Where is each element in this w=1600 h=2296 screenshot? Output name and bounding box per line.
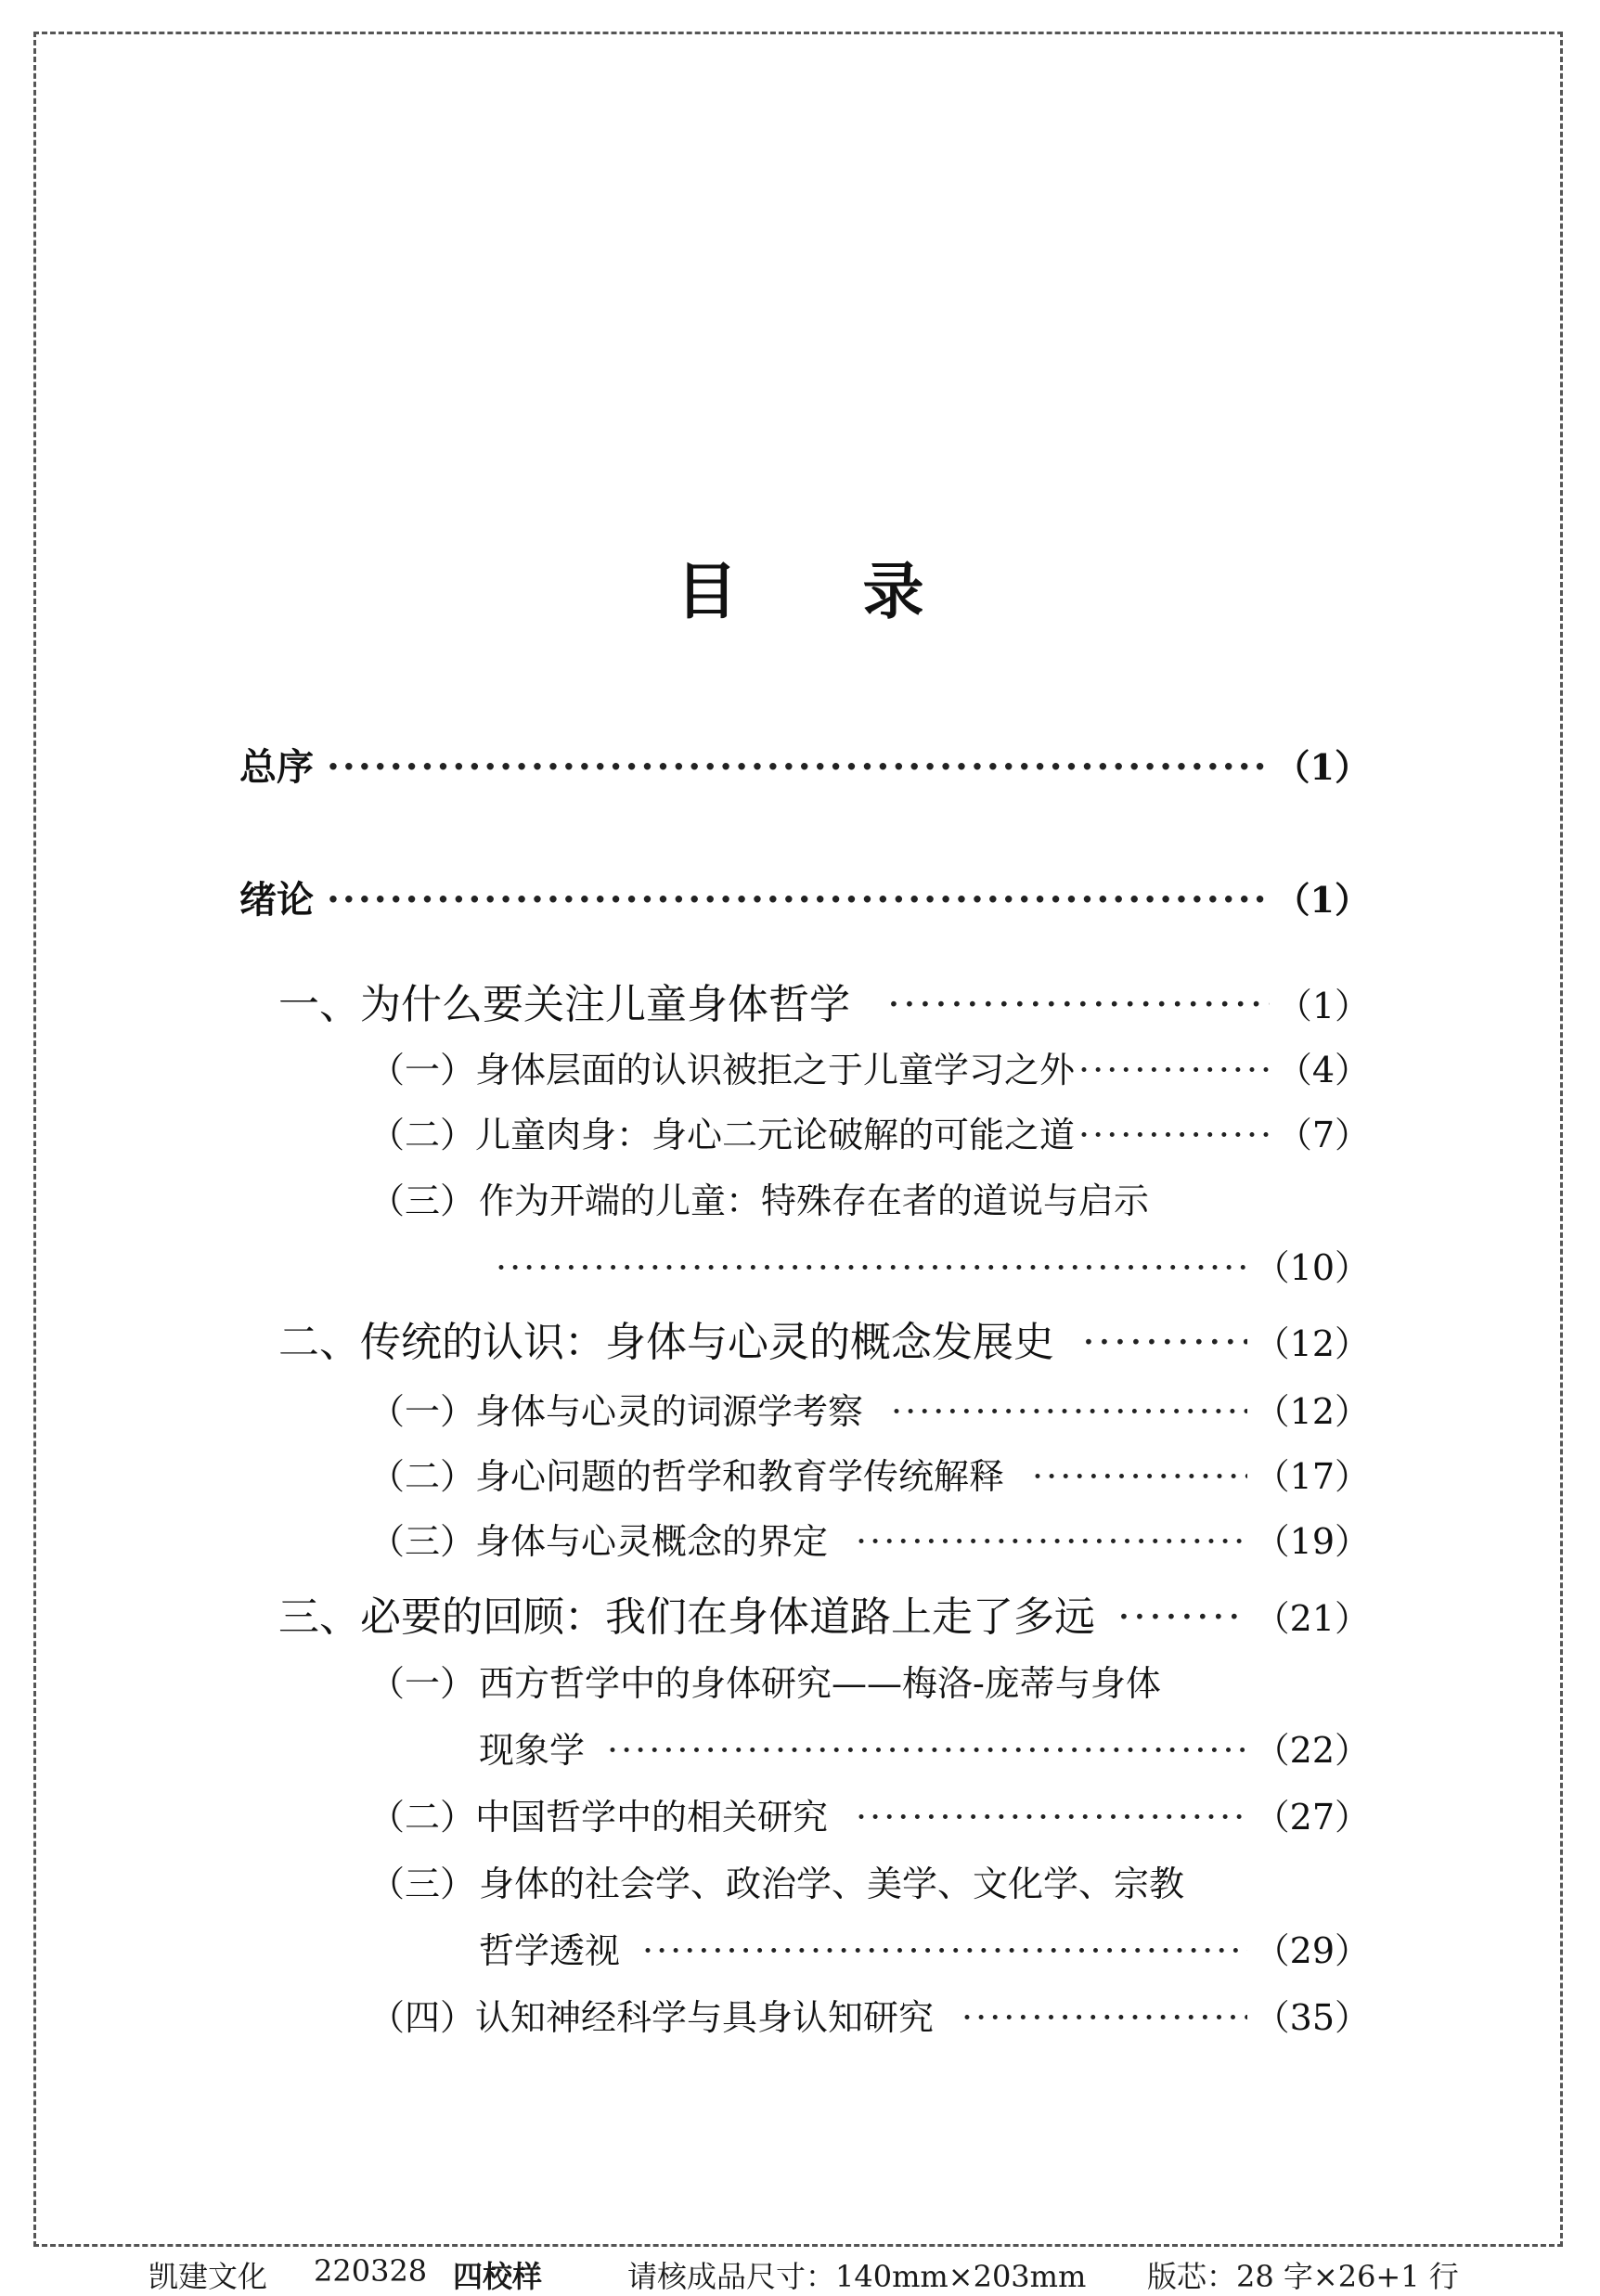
- toc-page-number: （1）: [1276, 986, 1370, 1026]
- toc-entry-number: （四）: [369, 1997, 476, 2038]
- leader-dots: [856, 1797, 1247, 1838]
- leader-dots: [607, 1730, 1247, 1771]
- toc-entry-label: 哲学透视: [479, 1930, 621, 1971]
- toc-entry-label: 身体层面的认识被拒之于儿童学习之外: [475, 1050, 1076, 1090]
- toc-entry-label: 身体的社会学、政治学、美学、文化学、宗教: [479, 1864, 1185, 1904]
- toc-entry-label: 身体与心灵的词源学考察: [475, 1391, 864, 1432]
- slug-layout-note: 版芯：28 字×26+1 行: [1147, 2259, 1459, 2294]
- slug-size-note: 请核成品尺寸：140mm×203mm: [627, 2259, 1087, 2294]
- toc-entry-section-3-1-continued[interactable]: [479, 1722, 1370, 1773]
- leader-dots: [891, 1391, 1247, 1432]
- leader-dots: [887, 981, 1270, 1028]
- toc-entry-label: 作为开端的儿童：特殊存在者的道说与启示: [479, 1180, 1150, 1221]
- toc-entry-label: 绪论: [239, 878, 314, 922]
- toc-entry-label: 儿童肉身：身心二元论破解的可能之道: [475, 1115, 1076, 1155]
- slug-proof-stage: 四校样: [453, 2259, 543, 2294]
- toc-entry-number: （二）: [369, 1797, 476, 1838]
- toc-entry-label: 认知神经科学与具身认知研究: [475, 1997, 935, 2038]
- toc-entry-number: （二）: [369, 1115, 476, 1155]
- toc-entry-number: （一）: [369, 1663, 476, 1704]
- toc-page-number: （22）: [1254, 1730, 1370, 1771]
- toc-entry-section-3-3-continued[interactable]: [479, 1922, 1370, 1973]
- slug-publisher: 凯建文化: [148, 2259, 268, 2294]
- leader-dots: [856, 1521, 1247, 1562]
- toc-entry-section-3[interactable]: [278, 1583, 1370, 1643]
- toc-entry-section-1-3[interactable]: [369, 1172, 1370, 1223]
- toc-entry-section-1[interactable]: [278, 971, 1370, 1030]
- toc-page-number: （21）: [1254, 1598, 1370, 1639]
- toc-entry-number: （一）: [369, 1050, 476, 1090]
- leader-dots: [642, 1930, 1247, 1971]
- toc-entry-label: 身心问题的哲学和教育学传统解释: [475, 1456, 1005, 1497]
- toc-entry-number: （三）: [369, 1864, 476, 1904]
- leader-dots: [1082, 1319, 1247, 1366]
- toc-page-number: （1）: [1274, 879, 1370, 921]
- toc-entry-zongxu[interactable]: [239, 738, 1370, 791]
- leader-dots: [327, 878, 1268, 922]
- toc-entry-section-2-2[interactable]: [369, 1448, 1370, 1499]
- toc-entry-label: 身体与心灵概念的界定: [475, 1521, 829, 1562]
- toc-entry-xulun[interactable]: [239, 871, 1370, 923]
- toc-page-number: （35）: [1254, 1997, 1370, 2038]
- toc-page-number: （12）: [1254, 1323, 1370, 1364]
- print-slug: [0, 2253, 1600, 2294]
- toc-entry-section-3-4[interactable]: [369, 1989, 1370, 2040]
- leader-dots: [1078, 1050, 1270, 1090]
- toc-entry-section-2-1[interactable]: [369, 1383, 1370, 1434]
- toc-page-number: （19）: [1254, 1521, 1370, 1562]
- toc-entry-section-2-3[interactable]: [369, 1513, 1370, 1564]
- toc-entry-label: 二、传统的认识：身体与心灵的概念发展史: [278, 1319, 1054, 1366]
- toc-entry-section-1-3-continued[interactable]: [496, 1239, 1370, 1290]
- toc-entry-label: 现象学: [479, 1730, 586, 1771]
- toc-entry-label: 西方哲学中的身体研究——梅洛-庞蒂与身体: [479, 1663, 1161, 1704]
- toc-entry-number: （三）: [369, 1180, 476, 1221]
- leader-dots: [327, 745, 1268, 789]
- toc-entry-section-2[interactable]: [278, 1309, 1370, 1368]
- leader-dots: [961, 1997, 1247, 2038]
- toc-page-number: （12）: [1254, 1391, 1370, 1432]
- toc-entry-number: （二）: [369, 1456, 476, 1497]
- leader-dots: [1117, 1593, 1247, 1641]
- toc-entry-label: 中国哲学中的相关研究: [475, 1797, 829, 1838]
- leader-dots: [1032, 1456, 1247, 1497]
- toc-page-number: （1）: [1274, 746, 1370, 788]
- toc-entry-label: 三、必要的回顾：我们在身体道路上走了多远: [278, 1593, 1095, 1641]
- toc-entry-section-3-2[interactable]: [369, 1788, 1370, 1839]
- toc-entry-section-3-3[interactable]: [369, 1855, 1370, 1906]
- slug-date: 220328: [314, 2253, 428, 2289]
- toc-entry-label: 总序: [239, 745, 314, 789]
- toc-entry-label: 一、为什么要关注儿童身体哲学: [278, 981, 850, 1028]
- toc-entry-number: （一）: [369, 1391, 476, 1432]
- toc-title: 目 录: [676, 555, 976, 627]
- toc-page-number: （10）: [1254, 1247, 1370, 1288]
- toc-page-number: （29）: [1254, 1930, 1370, 1971]
- leader-dots: [1078, 1115, 1270, 1155]
- toc-entry-section-3-1[interactable]: [369, 1655, 1370, 1706]
- toc-entry-section-1-2[interactable]: [369, 1106, 1370, 1157]
- toc-page-number: （7）: [1276, 1115, 1370, 1155]
- toc-entry-number: （三）: [369, 1521, 476, 1562]
- leader-dots: [496, 1247, 1247, 1288]
- toc-page-number: （27）: [1254, 1797, 1370, 1838]
- toc-page-number: （17）: [1254, 1456, 1370, 1497]
- toc-entry-section-1-1[interactable]: [369, 1041, 1370, 1092]
- toc-page-number: （4）: [1276, 1050, 1370, 1090]
